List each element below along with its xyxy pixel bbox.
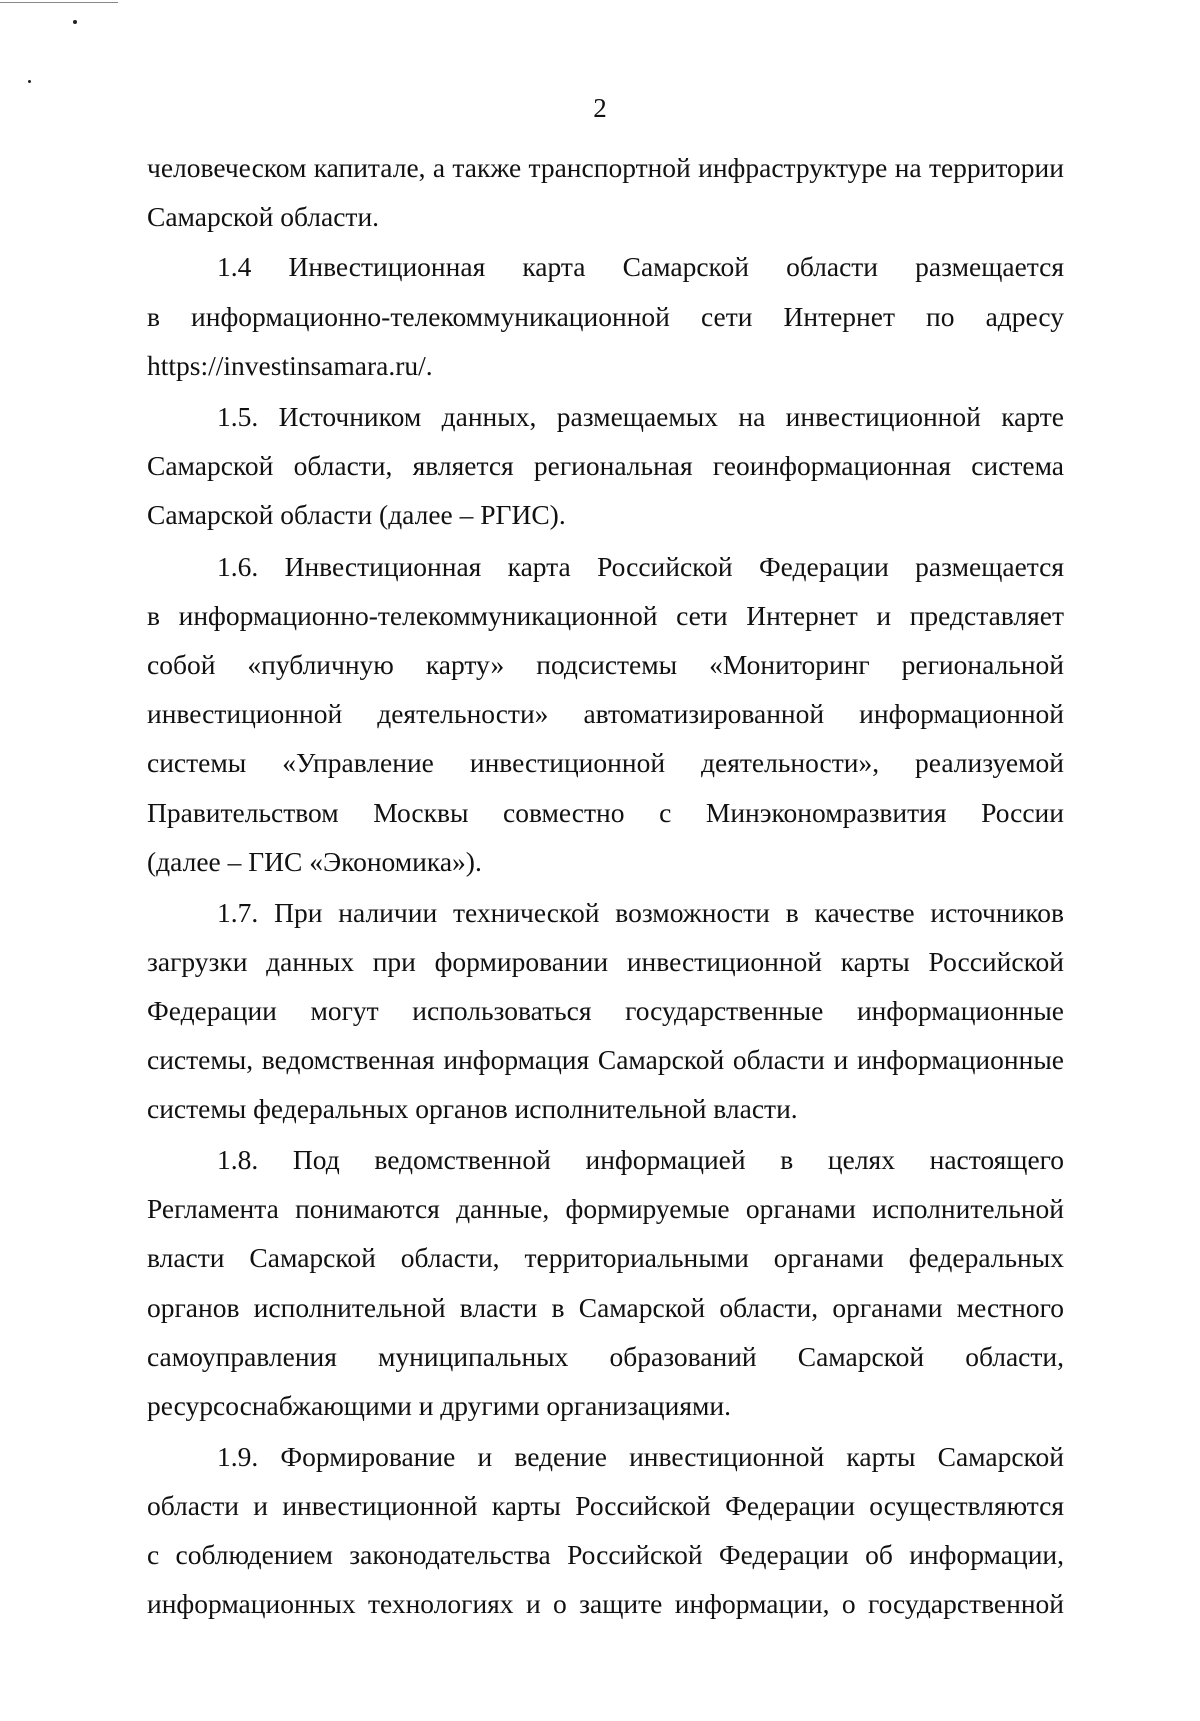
paragraph-start-line: 1.4 Инвестиционная карта Самарской области размещается [217, 251, 1064, 282]
text-line: Самарской области (далее – РГИС). [147, 499, 566, 530]
paragraph-start-line: 1.5. Источником данных, размещаемых на инвестиционной карте [217, 401, 1064, 432]
text-line: Самарской области. [147, 201, 380, 232]
text-line: в информационно-телекоммуникационной сети Интернет и представляет [147, 600, 1064, 631]
scan-artifact [73, 20, 77, 24]
paragraph-start-line: 1.9. Формирование и ведение инвестиционной карты Самарской [217, 1441, 1064, 1472]
text-line: системы федеральных органов исполнительной власти. [147, 1093, 798, 1124]
text-line: Самарской области, является региональная геоинформационная система [147, 450, 1064, 481]
paragraph-start-line: 1.6. Инвестиционная карта Российской Федерации размещается [217, 551, 1064, 582]
text-line: (далее – ГИС «Экономика»). [147, 846, 482, 877]
text-line: власти Самарской области, территориальными органами федеральных [147, 1242, 1064, 1273]
scan-artifact [0, 2, 118, 3]
text-line: человеческом капитале, а также транспортной инфраструктуре на территории [147, 152, 1064, 183]
text-line: органов исполнительной власти в Самарской области, органами местного [147, 1292, 1064, 1323]
text-line: с соблюдением законодательства Российской Федерации об информации, [147, 1539, 1064, 1570]
page-number: 2 [593, 93, 607, 123]
text-line: Федерации могут использоваться государственные информационные [147, 995, 1064, 1026]
text-line: https://investinsamara.ru/. [147, 350, 433, 381]
paragraph-start-line: 1.8. Под ведомственной информацией в целях настоящего [217, 1144, 1064, 1175]
text-line: загрузки данных при формировании инвестиционной карты Российской [147, 946, 1064, 977]
text-line: системы «Управление инвестиционной деятельности», реализуемой [147, 747, 1064, 778]
text-line: самоуправления муниципальных образований Самарской области, [147, 1341, 1064, 1372]
text-line: собой «публичную карту» подсистемы «Мониторинг региональной [147, 649, 1064, 680]
paragraph-start-line: 1.7. При наличии технической возможности в качестве источников [217, 897, 1064, 928]
text-line: системы, ведомственная информация Самарской области и информационные [147, 1044, 1064, 1075]
text-line: области и инвестиционной карты Российской Федерации осуществляются [147, 1490, 1064, 1521]
scan-artifact [28, 80, 31, 83]
text-line: инвестиционной деятельности» автоматизированной информационной [147, 698, 1064, 729]
text-line: в информационно-телекоммуникационной сети Интернет по адресу [147, 301, 1064, 332]
text-line: информационных технологиях и о защите информации, о государственной [147, 1588, 1064, 1619]
text-line: Регламента понимаются данные, формируемые органами исполнительной [147, 1193, 1064, 1224]
text-line: ресурсоснабжающими и другими организациями. [147, 1390, 731, 1421]
text-line: Правительством Москвы совместно с Минэкономразвития России [147, 797, 1064, 828]
